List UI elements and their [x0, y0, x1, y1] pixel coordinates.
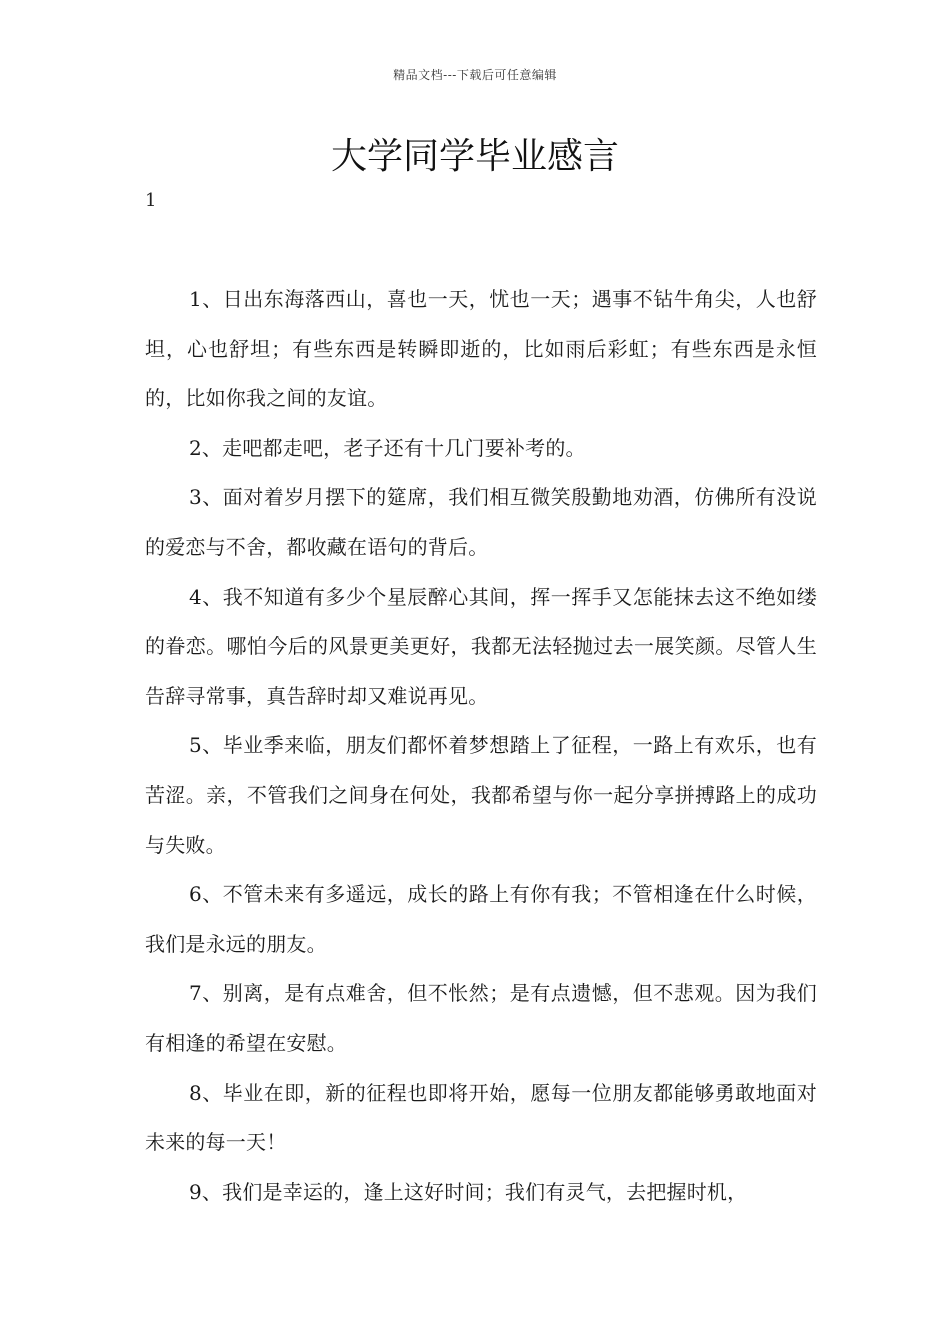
paragraph-9: 9、我们是幸运的，逢上这好时间；我们有灵气，去把握时机，	[189, 1179, 748, 1204]
header-note: 精品文档---下载后可任意编辑	[393, 68, 557, 82]
paragraph-5: 5、毕业季来临，朋友们都怀着梦想踏上了征程，一路上有欢乐，也有苦涩。亲，不管我们之间身在何处，我都希望与你一起分享拼搏路上的成功与失败。	[145, 733, 817, 857]
body-text	[145, 275, 817, 1217]
paragraph-6: 6、不管未来有多遥远，成长的路上有你有我；不管相逢在什么时候，我们是永远的朋友。	[145, 882, 817, 956]
page-number: 1	[145, 190, 157, 211]
paragraph-2: 2、走吧都走吧，老子还有十几门要补考的。	[189, 435, 586, 460]
paragraph-8: 8、毕业在即，新的征程也即将开始，愿每一位朋友都能够勇敢地面对未来的每一天！	[145, 1080, 817, 1155]
paragraph-7: 7、别离，是有点难舍，但不怅然；是有点遗憾，但不悲观。因为我们有相逢的希望在安慰。	[145, 981, 817, 1055]
page-title: 大学同学毕业感言	[330, 136, 619, 177]
paragraph-1: 1、日出东海落西山，喜也一天，忧也一天；遇事不钻牛角尖，人也舒坦，心也舒坦；有些东西是转瞬即逝的，比如雨后彩虹；有些东西是永恒的，比如你我之间的友谊。	[145, 287, 817, 411]
paragraph-3: 3、面对着岁月摆下的筵席，我们相互微笑殷勤地劝酒，仿佛所有没说的爱恋与不舍，都收藏在语句的背后。	[145, 485, 817, 559]
paragraph-4: 4、我不知道有多少个星辰醉心其间，挥一挥手又怎能抹去这不绝如缕的眷恋。哪怕今后的风景更美更好，我都无法轻抛过去一展笑颜。尽管人生告辞寻常事，真告辞时却又难说再见。	[145, 584, 817, 708]
